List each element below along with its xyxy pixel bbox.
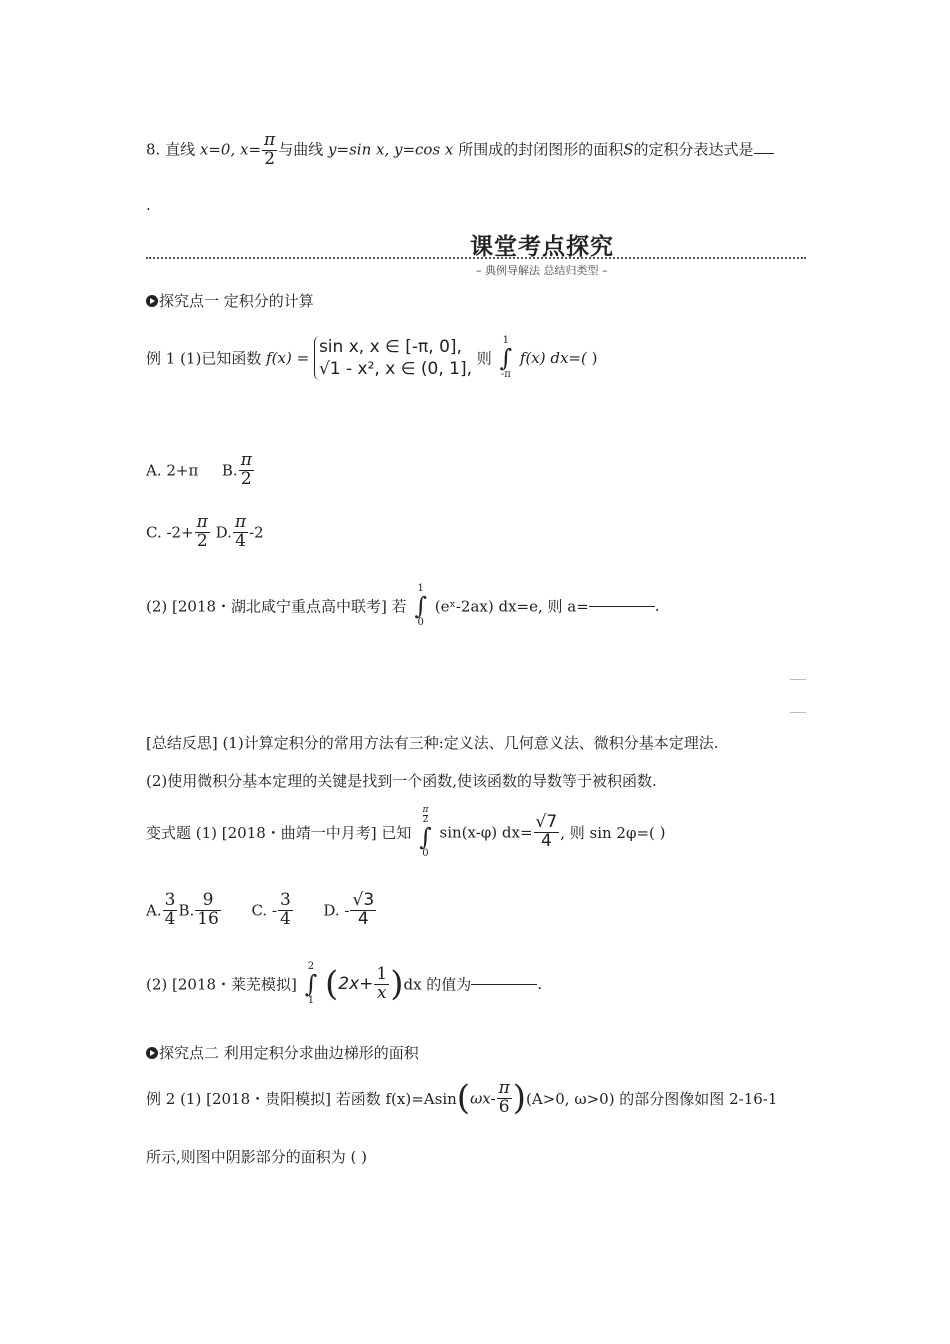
ex1-2-text: (2) [2018・湖北咸宁重点高中联考] 若 xyxy=(146,597,407,616)
ex1-intro: 例 1 (1)已知函数 xyxy=(146,349,262,368)
var2-text: (2) [2018・莱芜模拟] xyxy=(146,975,297,994)
var1-options xyxy=(146,892,377,929)
q8-xeq: x= xyxy=(240,140,262,159)
one-over-x: $\frac{1}{x}$ xyxy=(376,963,388,1003)
integral-sign-icon: 1 ∫ 0 xyxy=(414,583,427,628)
q8-period: . xyxy=(146,196,151,214)
ex1-fx: f(x) = xyxy=(266,349,310,368)
option-b-frac: $\frac{\pi}{2}$ xyxy=(240,450,252,489)
example-1 xyxy=(146,336,597,380)
integral-sign-icon: $\frac{\pi}{2}$ ∫ 0 xyxy=(419,805,432,859)
answer-blank[interactable] xyxy=(589,606,655,607)
ex1-answer-paren: ) xyxy=(586,349,598,368)
var2-expr: 2x+ xyxy=(338,974,374,994)
ex2-tail: (A>0, ω>0) 的部分图像如图 2-16-1 xyxy=(526,1089,778,1108)
question-number: 8. xyxy=(146,140,161,159)
point2-heading xyxy=(146,1042,419,1063)
summary-line-1: [总结反思] (1)计算定积分的常用方法有三种:定义法、几何意义法、微积分基本定理法. xyxy=(146,734,719,752)
example-2 xyxy=(146,1080,777,1117)
left-paren-icon: ( xyxy=(324,964,339,1004)
ex1-integrand: f(x) dx=( xyxy=(519,349,587,368)
option-c-frac: $\frac{3}{4}$ xyxy=(279,890,291,929)
var1-answer-paren: ) xyxy=(654,823,666,842)
answer-blank[interactable] xyxy=(754,153,774,154)
example-1-part-2 xyxy=(146,584,660,628)
right-paren-icon: ) xyxy=(512,1078,527,1119)
var2-tail: dx 的值为 xyxy=(403,975,472,994)
variant-1 xyxy=(146,806,666,859)
play-bullet-icon xyxy=(146,295,158,307)
pi-over-2: $\frac{\pi}{2}$ xyxy=(264,130,276,169)
answer-blank[interactable] xyxy=(471,984,537,985)
q8-text4: 的定积分表达式是 xyxy=(633,140,754,159)
option-c[interactable]: C. - xyxy=(251,901,277,920)
point2-label: 探究点二 利用定积分求曲边梯形的面积 xyxy=(159,1044,419,1062)
q8-text2: 与曲线 xyxy=(278,140,324,159)
case-2: √1 - x², x ∈ (0, 1], xyxy=(318,359,473,380)
option-b[interactable]: B. xyxy=(221,461,238,480)
ex1-options-ab xyxy=(146,452,255,489)
integral-sign-icon: 1 ∫ -π xyxy=(499,335,513,381)
option-a[interactable]: A. xyxy=(146,901,162,920)
section-subtitle: – 典例导解法 总结归类型 – xyxy=(476,264,608,277)
sqrt7-over-4: $\frac{√7}{4}$ xyxy=(535,812,558,851)
q8-text3: 所围成的封闭图形的面积 xyxy=(458,140,624,159)
var2-period: . xyxy=(537,975,543,993)
margin-mark xyxy=(790,679,806,680)
option-d-frac: $\frac{√3}{4}$ xyxy=(352,890,375,929)
option-d[interactable]: D. xyxy=(215,523,232,542)
point1-heading xyxy=(146,290,314,311)
q8-S: S xyxy=(623,140,634,159)
ex2-answer-paren: ) xyxy=(356,1148,368,1166)
left-paren-icon: ( xyxy=(456,1078,471,1119)
option-a-frac: $\frac{3}{4}$ xyxy=(164,890,176,929)
variant-2 xyxy=(146,962,542,1006)
ex2-text: 例 2 (1) [2018・贵阳模拟] 若函数 f(x)=Asin xyxy=(146,1089,457,1108)
option-c[interactable]: C. -2+ xyxy=(146,523,194,542)
right-paren-icon: ) xyxy=(390,964,404,1004)
ex2-line2-text: 所示,则图中阴影部分的面积为 ( xyxy=(146,1148,357,1166)
option-c-frac: $\frac{\pi}{2}$ xyxy=(196,512,208,551)
section-title: 课堂考点探究 xyxy=(470,234,614,260)
integral-sign-icon: 2 ∫ 1 xyxy=(304,961,318,1006)
point1-label: 探究点一 定积分的计算 xyxy=(159,292,314,310)
option-b[interactable]: B. xyxy=(178,901,195,920)
play-bullet-icon xyxy=(146,1047,158,1059)
divider xyxy=(146,257,806,259)
ex1-then: 则 xyxy=(476,349,492,368)
ex2-wx: ωx- xyxy=(470,1089,496,1108)
var1-integrand: sin(x-φ) dx= xyxy=(439,823,533,842)
q8-curves: y=sin x, y=cos x xyxy=(328,140,454,159)
ex1-2-integrand: (eˣ-2ax) dx=e, 则 a= xyxy=(434,597,589,616)
option-d-tail: -2 xyxy=(249,523,264,542)
pi-over-6: $\frac{\pi}{6}$ xyxy=(498,1078,510,1117)
q8-text: 直线 xyxy=(165,140,196,159)
margin-mark xyxy=(790,712,806,713)
option-b-frac: $\frac{9}{16}$ xyxy=(197,890,219,929)
case-1: sin x, x ∈ [-π, 0], xyxy=(318,337,462,357)
ex2-line-2 xyxy=(146,1146,367,1167)
ex1-options-cd xyxy=(146,514,264,551)
option-d-frac: $\frac{\pi}{4}$ xyxy=(234,512,247,551)
var1-text: 变式题 (1) [2018・曲靖一中月考] 已知 xyxy=(146,824,412,842)
option-a[interactable]: A. 2+π xyxy=(146,461,199,480)
piecewise-function xyxy=(314,336,472,380)
option-d[interactable]: D. - xyxy=(323,901,350,920)
question-8 xyxy=(146,132,774,169)
ex1-2-period: . xyxy=(654,597,660,615)
q8-x0: x=0, xyxy=(199,140,236,159)
var1-tail: , 则 sin 2φ=( xyxy=(560,824,655,842)
summary-line-2: (2)使用微积分基本定理的关键是找到一个函数,使该函数的导数等于被积函数. xyxy=(146,772,657,790)
